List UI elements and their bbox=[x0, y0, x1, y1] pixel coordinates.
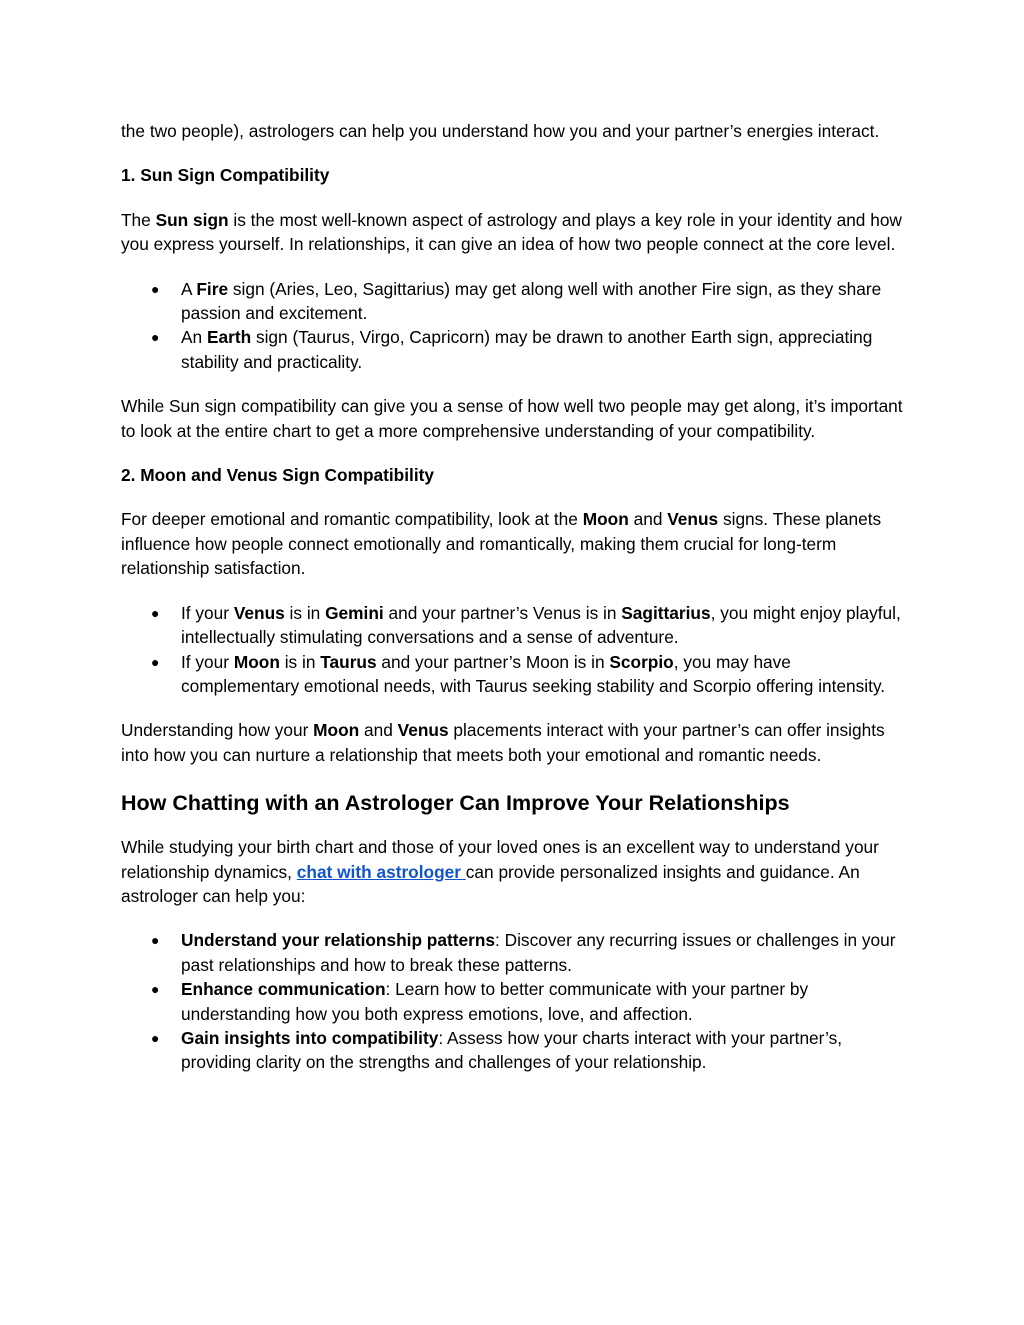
text-run: sign (Aries, Leo, Sagittarius) may get along well with another Fire sign, as they share passion and excitement. bbox=[181, 278, 882, 324]
bold-term: Fire bbox=[196, 278, 229, 299]
chat-astrologer-paragraph bbox=[121, 835, 906, 908]
document-page bbox=[121, 119, 906, 1095]
bold-term: Sagittarius bbox=[621, 602, 711, 623]
bold-term: Moon bbox=[313, 720, 360, 741]
bold-term: Venus bbox=[233, 602, 285, 623]
bold-term: Venus bbox=[397, 720, 449, 741]
bullet-icon: ● bbox=[151, 932, 160, 949]
moon-venus-paragraph bbox=[121, 507, 906, 580]
text-run: sign (Taurus, Virgo, Capricorn) may be drawn to another Earth sign, appreciating stability and practicality. bbox=[181, 327, 873, 372]
text-run: : Learn how to better communicate with your partner by understanding how you both express emotions, love, and affection. bbox=[181, 979, 809, 1024]
text-run: is in bbox=[284, 602, 326, 623]
chat-astrologer-heading: How Chatting with an Astrologer Can Improve Your Relationships bbox=[121, 791, 790, 816]
list-item bbox=[121, 601, 906, 650]
bold-term: Earth bbox=[206, 327, 252, 348]
bullet-icon: ● bbox=[151, 280, 160, 297]
sun-sign-paragraph bbox=[121, 208, 906, 257]
text-run: An bbox=[181, 327, 207, 348]
text-run: is in bbox=[279, 651, 321, 672]
bullet-icon: ● bbox=[151, 1029, 160, 1046]
text-run: If your bbox=[181, 602, 234, 623]
bold-term: Enhance communication bbox=[181, 979, 386, 1000]
text-run: and your partner’s Moon is in bbox=[376, 651, 610, 672]
list-item bbox=[121, 277, 906, 326]
list-item bbox=[121, 650, 906, 699]
text-run: : Assess how your charts interact with your partner’s, providing clarity on the strengths and challenges of your relationship. bbox=[181, 1027, 843, 1073]
bold-term: Taurus bbox=[320, 651, 377, 672]
text-run: : Discover any recurring issues or challenges in your past relationships and how to break these patterns. bbox=[181, 930, 896, 975]
list-item bbox=[121, 977, 906, 1026]
text-run: For deeper emotional and romantic compatibility, look at the bbox=[121, 509, 583, 530]
bold-term: Scorpio bbox=[609, 651, 674, 672]
bold-term: Understand your relationship patterns bbox=[181, 930, 495, 951]
text-run: , you might enjoy playful, intellectually stimulating conversations and a sense of adventure. bbox=[181, 602, 901, 648]
text-run: can provide personalized insights and guidance. An astrologer can help you: bbox=[121, 861, 860, 906]
bullet-icon: ● bbox=[151, 981, 160, 998]
bold-term: Moon bbox=[233, 651, 280, 672]
bold-term: Gemini bbox=[325, 602, 384, 623]
list-item bbox=[121, 325, 906, 374]
text-run: signs. These planets influence how people connect emotionally and romantically, making them crucial for long-term relationship satisfaction. bbox=[121, 509, 882, 579]
bold-term: Gain insights into compatibility bbox=[181, 1027, 439, 1048]
intro-paragraph: the two people), astrologers can help you understand how you and your partner’s energies interact. bbox=[121, 121, 880, 141]
text-run: is the most well-known aspect of astrology and plays a key role in your identity and how you express yourself. In relationships, it can give an idea of how two people connect at the core level. bbox=[121, 209, 902, 255]
text-run: While studying your birth chart and those of your loved ones is an excellent way to understand your relationship dynamics, bbox=[121, 837, 879, 882]
bullet-icon: ● bbox=[151, 653, 160, 670]
text-run: and bbox=[359, 720, 398, 741]
bold-term: Venus bbox=[667, 509, 719, 530]
text-run: and bbox=[628, 509, 668, 530]
moon-venus-heading: 2. Moon and Venus Sign Compatibility bbox=[121, 465, 435, 486]
sun-sign-list bbox=[121, 277, 906, 375]
sun-sign-heading: 1. Sun Sign Compatibility bbox=[121, 165, 330, 186]
list-item bbox=[121, 1026, 906, 1075]
text-run: A bbox=[181, 278, 197, 299]
text-run: If your bbox=[181, 651, 234, 672]
text-run: The bbox=[121, 209, 156, 230]
text-run: placements interact with your partner’s can offer insights into how you can nurture a relationship that meets both your emotional and romantic needs. bbox=[121, 720, 885, 765]
sun-sign-summary: While Sun sign compatibility can give you a sense of how well two people may get along, it’s important to look at the entire chart to get a more comprehensive understanding of your compatibility. bbox=[121, 396, 903, 441]
text-run: Understanding how your bbox=[121, 720, 314, 741]
moon-venus-summary bbox=[121, 718, 906, 767]
astrologer-benefits-list bbox=[121, 928, 906, 1074]
text-run: and your partner’s Venus is in bbox=[383, 602, 622, 623]
text-run: , you may have complementary emotional needs, with Taurus seeking stability and Scorpio offering intensity. bbox=[181, 651, 886, 696]
moon-venus-list bbox=[121, 601, 906, 699]
bold-term: Moon bbox=[582, 509, 629, 530]
chat-with-astrologer-link[interactable]: chat with astrologer bbox=[296, 861, 466, 882]
bold-term: Sun sign bbox=[155, 209, 229, 230]
bullet-icon: ● bbox=[151, 329, 160, 346]
bullet-icon: ● bbox=[151, 604, 160, 621]
list-item bbox=[121, 928, 906, 977]
